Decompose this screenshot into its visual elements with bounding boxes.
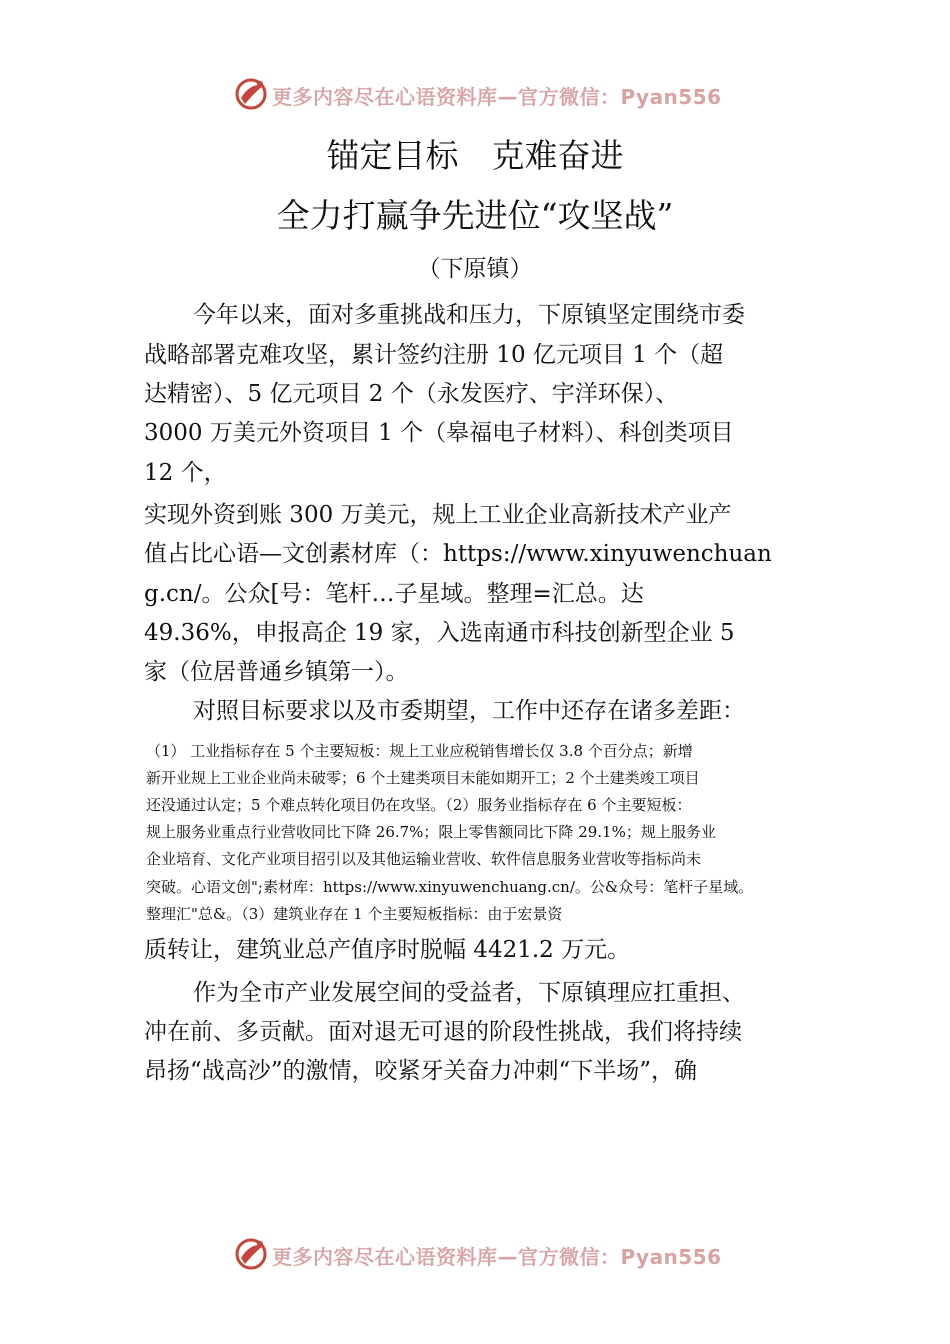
paragraph-line: 实现外资到账 300 万美元，规上工业企业高新技术产业产 — [144, 502, 732, 528]
paragraph-line: 值占比心语—文创素材库（：https://www.xinyuwenchuan — [144, 541, 772, 567]
detail-line: （1） 工业指标存在 5 个主要短板：规上工业应税销售增长仅 3.8 个百分点；新增 — [146, 742, 693, 760]
watermark-text: 更多内容尽在心语资料库—官方微信：Pyan556 — [272, 1245, 722, 1269]
page-title-line2: 全力打赢争先进位“攻坚战” — [276, 196, 674, 235]
logo-icon — [233, 1236, 269, 1272]
paragraph-line: 对照目标要求以及市委期望，工作中还存在诸多差距： — [193, 698, 745, 724]
detail-line: 规上服务业重点行业营收同比下降 26.7%；限上零售额同比下降 29.1%；规上服务业 — [146, 823, 716, 841]
detail-line: 新开业规上工业企业尚未破零；6 个土建类项目未能如期开工；2 个土建类竣工项目 — [146, 769, 700, 787]
paragraph-line: 49.36%，申报高企 19 家，入选南通市科技创新型企业 5 — [144, 620, 735, 646]
logo-icon — [233, 76, 269, 112]
page-title: 锚定目标 克难奋进 — [326, 136, 624, 175]
watermark-banner-top — [0, 74, 950, 114]
watermark-text: 更多内容尽在心语资料库—官方微信：Pyan556 — [272, 85, 722, 109]
page-subtitle: （下原镇） — [417, 256, 533, 282]
paragraph-line: g.cn/。公众[号：笔杆…子星域。整理=汇总。达 — [144, 581, 644, 607]
paragraph-line: 达精密）、5 亿元项目 2 个（永发医疗、宇洋环保）、 — [144, 381, 679, 407]
paragraph-line: 战略部署克难攻坚，累计签约注册 10 亿元项目 1 个（超 — [144, 342, 724, 368]
detail-line: 突破。心语文创";素材库：https://www.xinyuwenchuang.cn/。公&众号：笔杆子星域。 — [146, 878, 754, 896]
watermark-banner-bottom — [0, 1234, 950, 1274]
paragraph-line: 昂扬“战高沙”的激情，咬紧牙关奋力冲刺“下半场”，确 — [144, 1058, 698, 1084]
paragraph-line: 质转让，建筑业总产值序时脱幅 4421.2 万元。 — [144, 937, 631, 963]
detail-line: 企业培育、文化产业项目招引以及其他运输业营收、软件信息服务业营收等指标尚未 — [146, 850, 702, 868]
paragraph-line: 家（位居普通乡镇第一）。 — [144, 659, 409, 685]
paragraph-line: 3000 万美元外资项目 1 个（皋福电子材料）、科创类项目 — [144, 420, 734, 446]
paragraph-line: 12 个， — [144, 460, 227, 486]
detail-line: 还没通过认定；5 个难点转化项目仍在攻坚。（2）服务业指标存在 6 个主要短板： — [146, 796, 692, 814]
paragraph-line: 冲在前、多贡献。面对退无可退的阶段性挑战，我们将持续 — [144, 1019, 742, 1045]
paragraph-line: 作为全市产业发展空间的受益者，下原镇理应扛重担、 — [193, 980, 745, 1006]
detail-line: 整理汇"总&。（3）建筑业存在 1 个主要短板指标：由于宏景资 — [146, 905, 563, 923]
paragraph-line: 今年以来，面对多重挑战和压力，下原镇坚定围绕市委 — [193, 302, 745, 328]
